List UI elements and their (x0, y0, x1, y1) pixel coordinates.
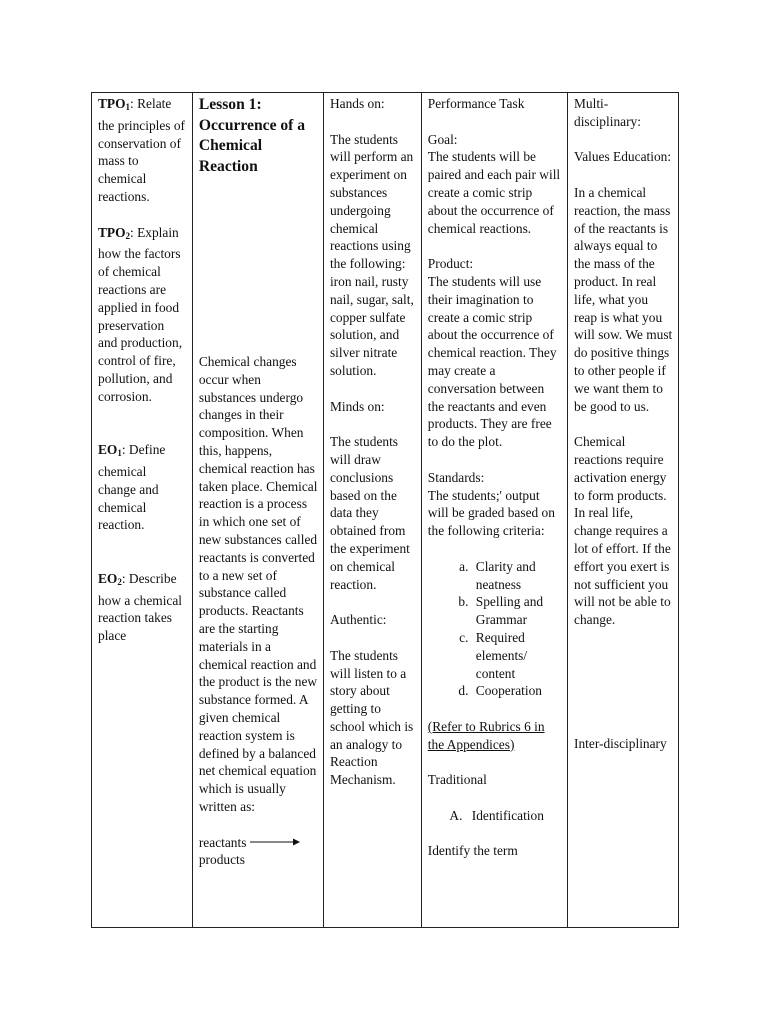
eo1-text: : Define chemical change and chemical reaction. (98, 442, 166, 533)
performance-task-heading: Performance Task (427, 96, 525, 111)
eo2-label: EO (98, 570, 118, 586)
eo2-text: : Describe how a chemical reaction takes place (98, 570, 183, 644)
rubrics-reference: (Refer to Rubrics 6 in the Appendices) (427, 718, 545, 752)
objectives-cell (92, 93, 193, 928)
list-item: A. Identification (466, 807, 562, 825)
hands-on-text: The students will perform an experiment on substances undergoing chemical reactions using the following: iron nail, rusty nail, sugar, salt, copper sulfate solution, and silver nitrate solution. (329, 131, 414, 378)
values-text-2: Chemical reactions require activation energy to form products. In real life, change requires a lot of effort. If the effort you exert is not sufficient you will not be able to change. (574, 434, 671, 628)
values-text-1: In a chemical reaction, the mass of the reactants is always equal to the mass of the product. In real life, what you reap is what you will sow. We must do positive things to other people if we want them to be good to us. (574, 184, 673, 414)
traditional-list (428, 807, 562, 825)
standards-label: Standards: (427, 469, 485, 485)
assessment-cell (421, 93, 567, 928)
tpo2-objective (98, 224, 187, 406)
equation (199, 834, 318, 870)
list-item: a. Clarity and neatness (472, 558, 562, 594)
eo1-sub: 1 (117, 448, 122, 459)
authentic-text: The students will listen to a story about getting to school which is an analogy to Reaction Mechanism. (329, 647, 414, 788)
eo2-sub: 2 (117, 576, 122, 587)
criteria-list (428, 558, 562, 700)
tpo1-objective (98, 95, 187, 206)
goal-label: Goal: (427, 131, 458, 147)
product-label: Product: (427, 256, 474, 272)
integration-cell (568, 93, 679, 928)
interdisciplinary-label: Inter-disciplinary (574, 735, 667, 751)
table-row (92, 93, 679, 928)
arrow-right-icon (250, 838, 300, 846)
multidisciplinary-heading: Multi-disciplinary: (574, 96, 641, 129)
list-item: c. Required elements/ content (472, 629, 562, 682)
lesson-cell (192, 93, 323, 928)
lesson-plan-table (91, 92, 679, 928)
eo2-objective (98, 570, 187, 645)
tpo2-text: : Explain how the factors of chemical reactions are applied in food preservation and production, control of fire, pollution, and corrosion. (98, 224, 183, 404)
eo1-label: EO (98, 442, 118, 458)
values-education-label: Values Education: (574, 149, 672, 165)
tpo2-sub: 2 (125, 230, 131, 241)
tpo1-text: : Relate the principles of conservation of mass to chemical reactions. (98, 96, 186, 204)
tpo1-label: TPO (98, 96, 126, 111)
activities-cell (323, 93, 421, 928)
lesson-title: Lesson 1: Occurrence of a Chemical Reaction (198, 96, 306, 175)
minds-on-label: Minds on: (329, 398, 385, 414)
standards-text: The students;' output will be graded based on the following criteria: (427, 487, 555, 539)
product-text: The students will use their imagination to create a comic strip about the occurrence of chemical reaction. They may create a conversation between the reactants and even products. They are free to do the plot. (427, 273, 557, 450)
identify-text: Identify the term (427, 843, 518, 859)
lesson-body: Chemical changes occur when substances undergo changes in their composition. When this, happens, chemical reaction has taken place. Chemical reaction is a process in which one set of new substances called reactants is converted to a new set of substance called products. Reactants are the starting materials in a chemical reaction and the product is the new substance formed. A given chemical reaction system is defined by a balanced net chemical equation which is usually written as: (198, 354, 318, 814)
traditional-label: Traditional (427, 772, 487, 788)
equation-products: products (198, 852, 245, 868)
eo1-objective (98, 441, 187, 534)
hands-on-label: Hands on: (329, 96, 385, 111)
list-item: b. Spelling and Grammar (472, 593, 562, 629)
goal-text: The students will be paired and each pair will create a comic strip about the occurrence of chemical reactions. (427, 149, 561, 236)
equation-reactants: reactants (198, 834, 247, 850)
minds-on-text: The students will draw conclusions based on the data they obtained from the experiment on chemical reaction. (329, 434, 410, 592)
tpo1-sub: 1 (125, 102, 131, 112)
list-item: d. Cooperation (472, 682, 562, 700)
authentic-label: Authentic: (329, 612, 387, 628)
tpo2-label: TPO (98, 224, 126, 240)
